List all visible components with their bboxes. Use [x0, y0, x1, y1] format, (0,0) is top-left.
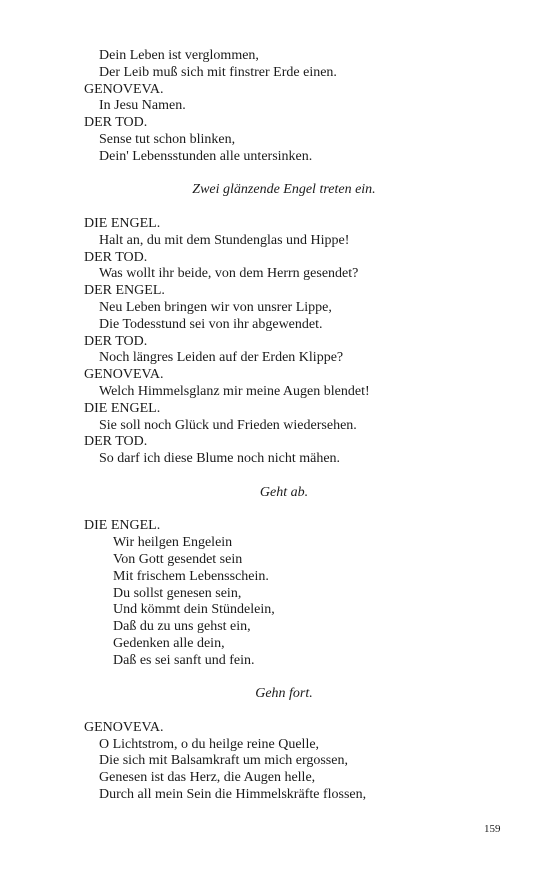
verse-line: Durch all mein Sein die Himmelskräfte flossen, [99, 787, 367, 803]
verse-line: Welch Himmelsglanz mir meine Augen blendet! [99, 383, 370, 399]
verse-line: Wir heilgen Engelein [113, 535, 233, 551]
verse-line: Dein' Lebensstunden alle untersinken. [99, 148, 313, 164]
verse-line: Die Todesstund sei von ihr abgewendet. [99, 316, 323, 332]
verse-line: Sie soll noch Glück und Frieden wiedersehen. [99, 417, 357, 433]
speaker-name: DER ENGEL. [84, 283, 165, 299]
verse-line: Die sich mit Balsamkraft um mich ergossen, [99, 753, 348, 769]
verse-line: Mit frischem Lebensschein. [113, 568, 269, 584]
verse-line: Von Gott gesendet sein [113, 551, 243, 567]
verse-line: Dein Leben ist verglommen, [99, 48, 259, 63]
speaker-name: DER TOD. [84, 434, 148, 450]
page-number: 159 [484, 823, 501, 835]
speaker-name: DIE ENGEL. [84, 215, 161, 231]
verse-line: In Jesu Namen. [99, 98, 186, 114]
speaker-name: DER TOD. [84, 333, 148, 349]
verse-line: Genesen ist das Herz, die Augen helle, [99, 770, 316, 786]
verse-line: Noch längres Leiden auf der Erden Klippe? [99, 350, 344, 366]
stage-direction: Geht ab. [259, 484, 309, 500]
blank-line [84, 468, 484, 485]
verse-line: O Lichtstrom, o du heilge reine Quelle, [99, 736, 320, 752]
stage-direction: Zwei glänzende Engel treten ein. [192, 182, 376, 198]
verse-line: Und kömmt dein Stündelein, [113, 602, 275, 618]
verse-line: Neu Leben bringen wir von unsrer Lippe, [99, 299, 332, 315]
verse-line: Der Leib muß sich mit finstrer Erde einen. [99, 64, 337, 80]
stage-direction: Gehn fort. [255, 686, 313, 702]
speaker-name: DIE ENGEL. [84, 400, 161, 416]
verse-line: Gedenken alle dein, [113, 635, 225, 651]
speaker-name: GENOVEVA. [84, 367, 164, 383]
play-text [84, 48, 484, 804]
blank-line [84, 502, 484, 519]
verse-line: Sense tut schon blinken, [99, 131, 236, 147]
verse-line: Daß es sei sanft und fein. [113, 652, 255, 668]
speaker-name: DER TOD. [84, 115, 148, 131]
blank-line [84, 199, 484, 216]
speaker-name: DIE ENGEL. [84, 518, 161, 534]
blank-line [84, 166, 484, 183]
verse-line: Du sollst genesen sein, [113, 585, 242, 601]
verse-line: So darf ich diese Blume noch nicht mähen. [99, 451, 341, 467]
speaker-name: GENOVEVA. [84, 81, 164, 97]
verse-line: Was wollt ihr beide, von dem Herrn gesendet? [99, 266, 359, 282]
speaker-name: DER TOD. [84, 249, 148, 265]
blank-line [84, 669, 484, 686]
speaker-name: GENOVEVA. [84, 719, 164, 735]
verse-line: Daß du zu uns gehst ein, [113, 619, 251, 635]
blank-line [84, 703, 484, 720]
verse-line: Halt an, du mit dem Stundenglas und Hippe! [99, 232, 350, 248]
